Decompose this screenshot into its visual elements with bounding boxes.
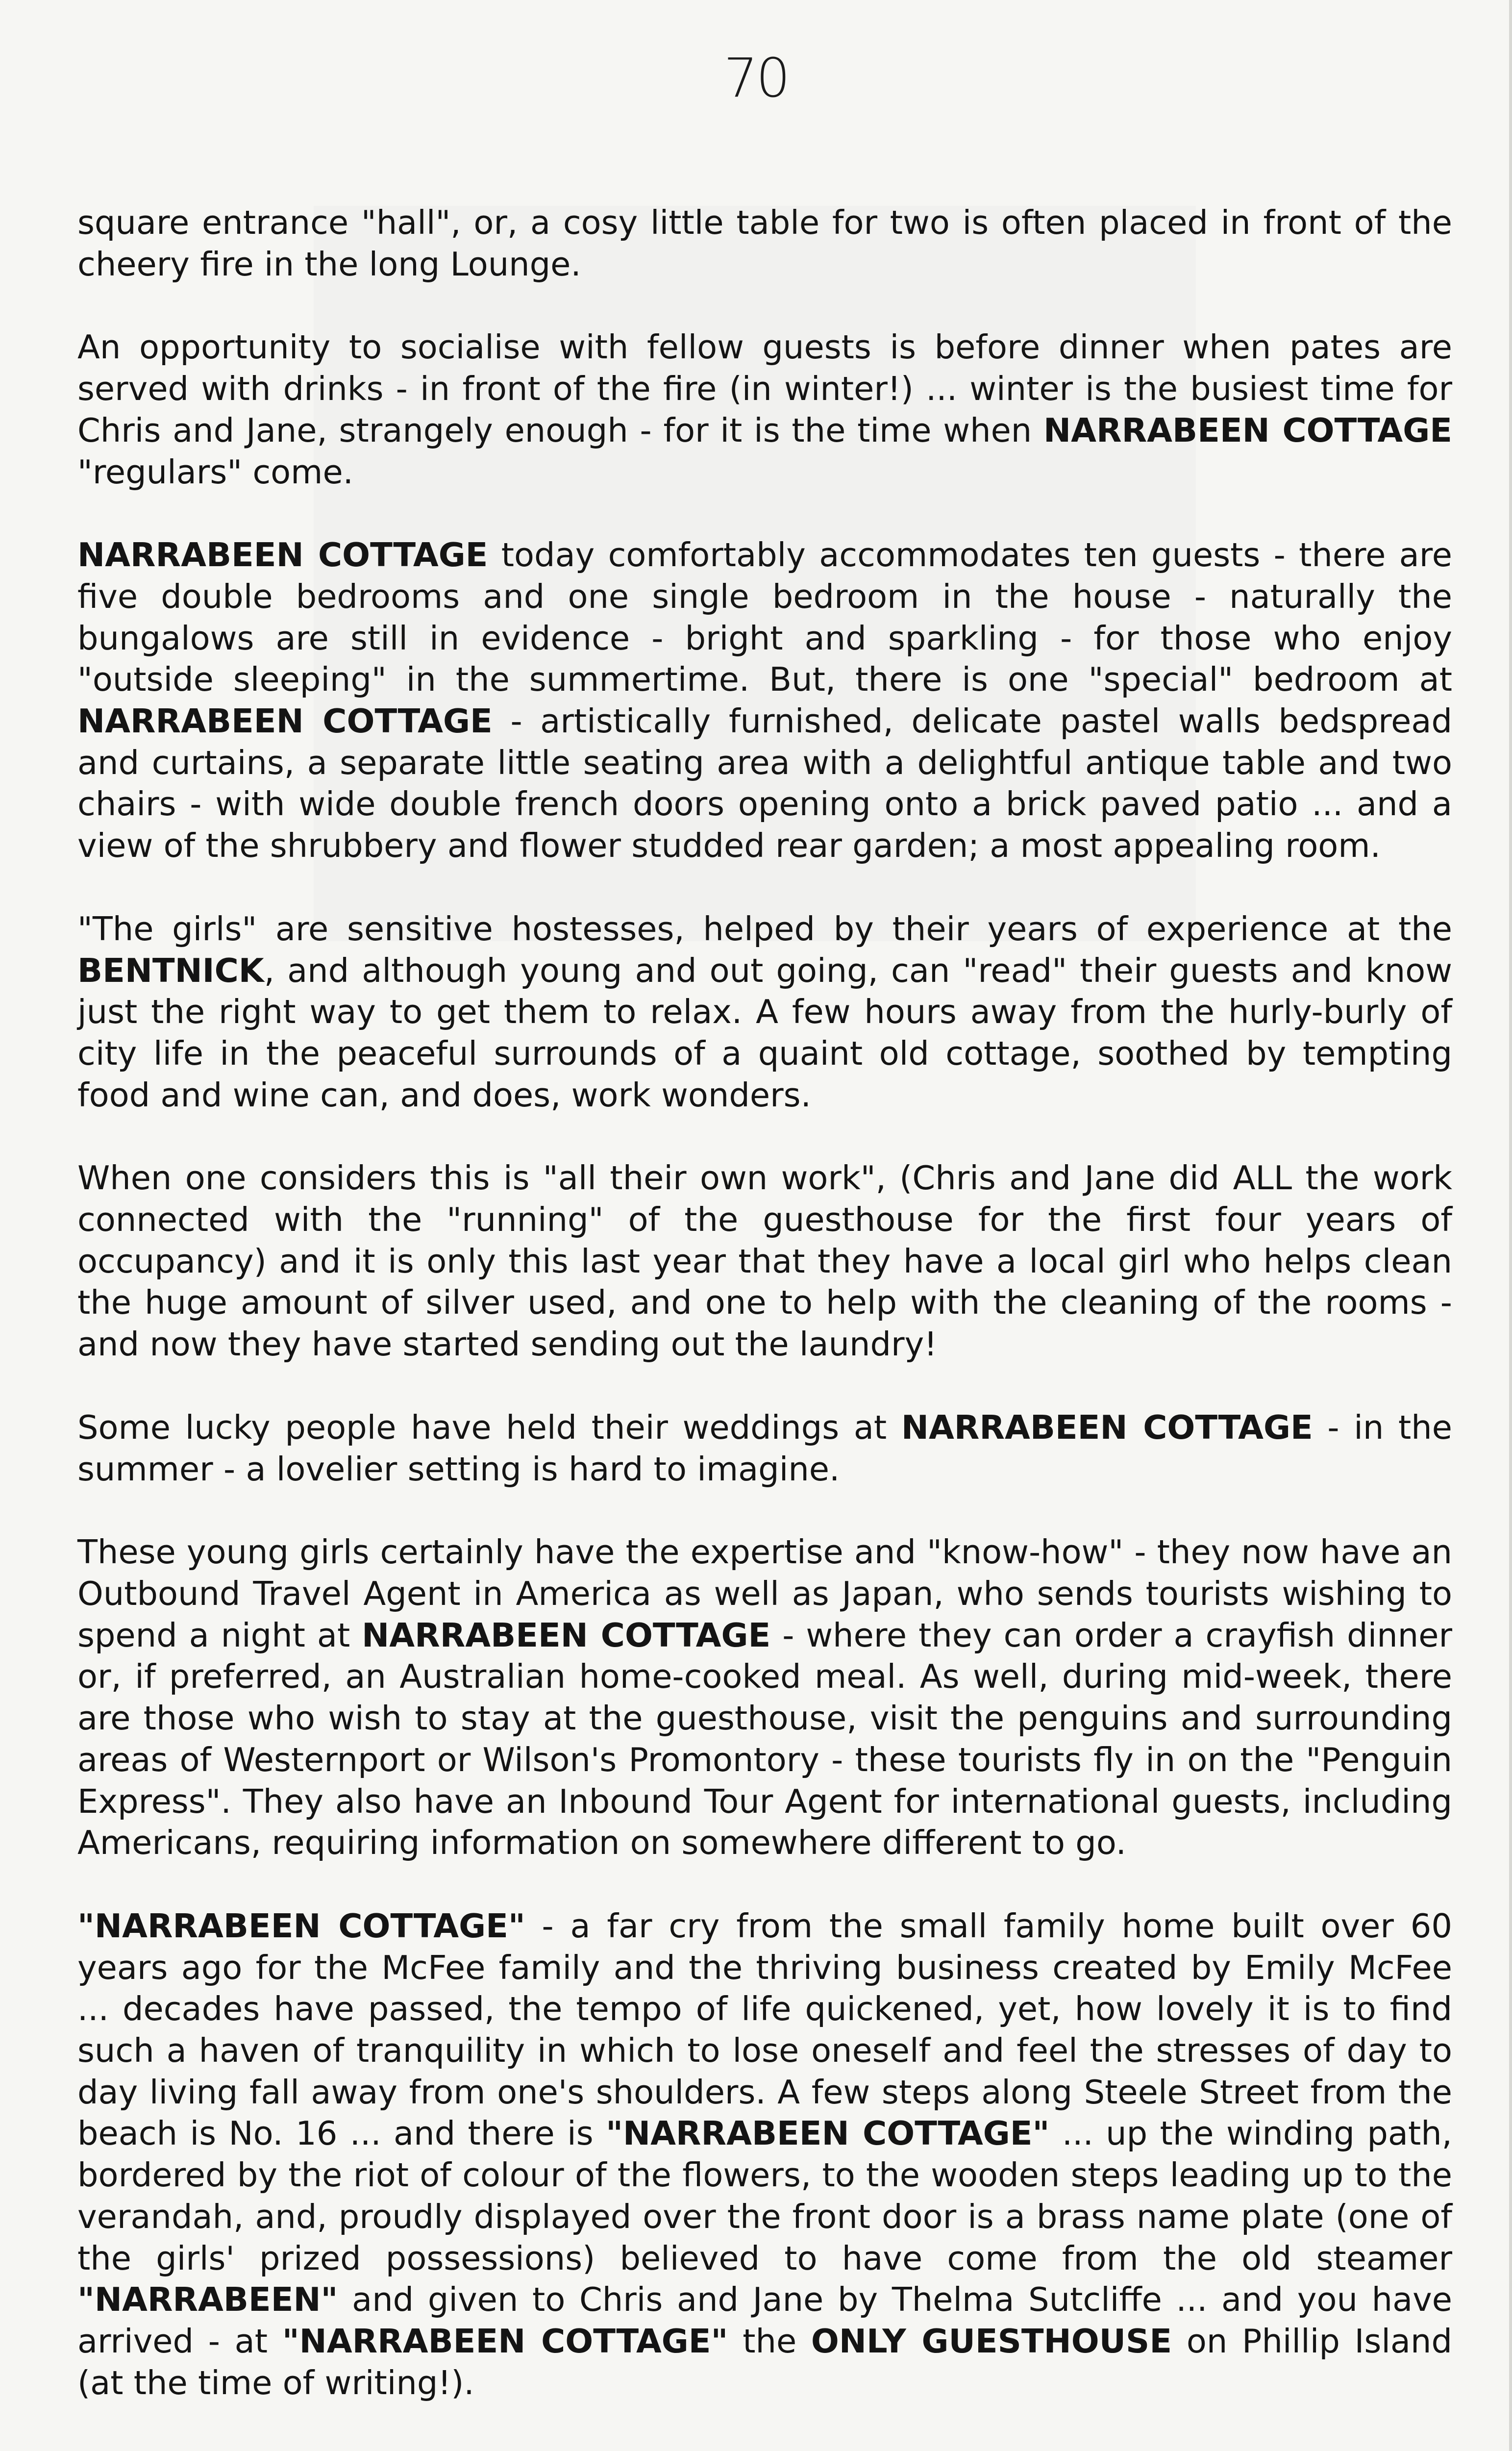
text-span: "The girls" are sensitive hostesses, helped by their years of experience at the [77, 909, 1452, 948]
bold-text: NARRABEEN COTTAGE [1043, 411, 1452, 450]
bold-text: "NARRABEEN COTTAGE" [77, 1906, 525, 1945]
bold-text: "NARRABEEN COTTAGE" [606, 2114, 1050, 2153]
bold-text: ONLY GUESTHOUSE [811, 2322, 1172, 2360]
paragraph [77, 908, 1452, 1116]
text-span: the [728, 2322, 811, 2360]
bold-text: NARRABEEN COTTAGE [362, 1616, 771, 1654]
text-span: on Phillip Island (at the time of writing!). [77, 2322, 1452, 2402]
text-span: , and although young and out going, can "read" their guests and know just the right way to get them to relax. A few hours away from the hurly-burly of city life in the peaceful surrounds of a quaint old cottage, soothed by tempting food and wine can, and does, work wonders. [77, 951, 1452, 1114]
body-text [77, 202, 1452, 2403]
page-number: 70 [723, 47, 789, 109]
paragraph [77, 1531, 1452, 1864]
bold-text: BENTNICK [77, 951, 264, 990]
text-span: Some lucky people have held their weddings at [77, 1408, 901, 1447]
text-span: These young girls certainly have the expertise and "know-how" - they now have an Outbound Travel Agent in America as well as Japan, who sends tourists wishing to spend a night at [77, 1533, 1452, 1654]
paragraph [77, 1157, 1452, 1365]
text-span: When one considers this is "all their own work", (Chris and Jane did ALL the work connected with the "running" of the guesthouse for the first four years of occupancy) and it is only this last year that they have a local girl who helps clean the huge amount of silver used, and one to help with the cleaning of the rooms - and now they have started sending out the laundry! [77, 1159, 1452, 1364]
bold-text: NARRABEEN COTTAGE [77, 536, 488, 575]
text-span: "regulars" come. [77, 452, 353, 491]
bold-text: "NARRABEEN COTTAGE" [282, 2322, 728, 2360]
text-span: square entrance "hall", or, a cosy little table for two is often placed in front of the cheery fire in the long Lounge. [77, 203, 1452, 283]
text-span: today comfortably accommodates ten guests - there are five double bedrooms and one single bedroom in the house - naturally the bungalows are still in evidence - bright and sparkling - for those who enjoy "outside sleeping" in the summertime. But, there is one "special" bedroom at [77, 536, 1453, 699]
paragraph [77, 1407, 1452, 1490]
text-span: - artistically furnished, delicate pastel walls bedspread and curtains, a separate little seating area with a delightful antique table and two chairs - with wide double french doors opening onto a brick paved patio ... and a view of the shrubbery and flower studded rear garden; a most appealing room. [77, 702, 1452, 865]
text-span: ... up the winding path, bordered by the riot of colour of the flowers, to the wooden steps leading up to the verandah, and, proudly displayed over the front door is a brass name plate (one of the girls' prized possessions) believed to have come from the old steamer [77, 2114, 1452, 2277]
paragraph [77, 202, 1452, 285]
paragraph [77, 326, 1452, 493]
text-span: - a far cry from the small family home built over 60 years ago for the McFee family and the thriving business created by Emily McFee ... decades have passed, the tempo of life quickened, yet, how lovely it is to find such a haven of tranquility in which to lose oneself and feel the stresses of day to day living fall away from one's shoulders. A few steps along Steele Street from the beach is No. 16 ... and there is [77, 1906, 1452, 2153]
paragraph [77, 1905, 1452, 2403]
text-span: - where they can order a crayfish dinner or, if preferred, an Australian home-cooked meal. As well, during mid-week, there are those who wish to stay at the guesthouse, visit the penguins and surrounding areas of Westernport or Wilson's Promontory - these tourists fly in on the "Penguin Express". They also have an Inbound Tour Agent for international guests, including Americans, requiring information on somewhere different to go. [77, 1616, 1452, 1862]
text-span: - in the summer - a lovelier setting is hard to imagine. [77, 1408, 1452, 1488]
bold-text: "NARRABEEN" [77, 2280, 338, 2319]
text-span: An opportunity to socialise with fellow guests is before dinner when pates are served with drinks - in front of the fire (in winter!) ... winter is the busiest time for Chris and Jane, strangely enough - for it is the time when [77, 328, 1452, 450]
bold-text: NARRABEEN COTTAGE [77, 702, 493, 741]
bold-text: NARRABEEN COTTAGE [901, 1408, 1313, 1447]
text-span: and given to Chris and Jane by Thelma Sutcliffe ... and you have arrived - at [77, 2280, 1452, 2360]
paragraph [77, 534, 1452, 867]
